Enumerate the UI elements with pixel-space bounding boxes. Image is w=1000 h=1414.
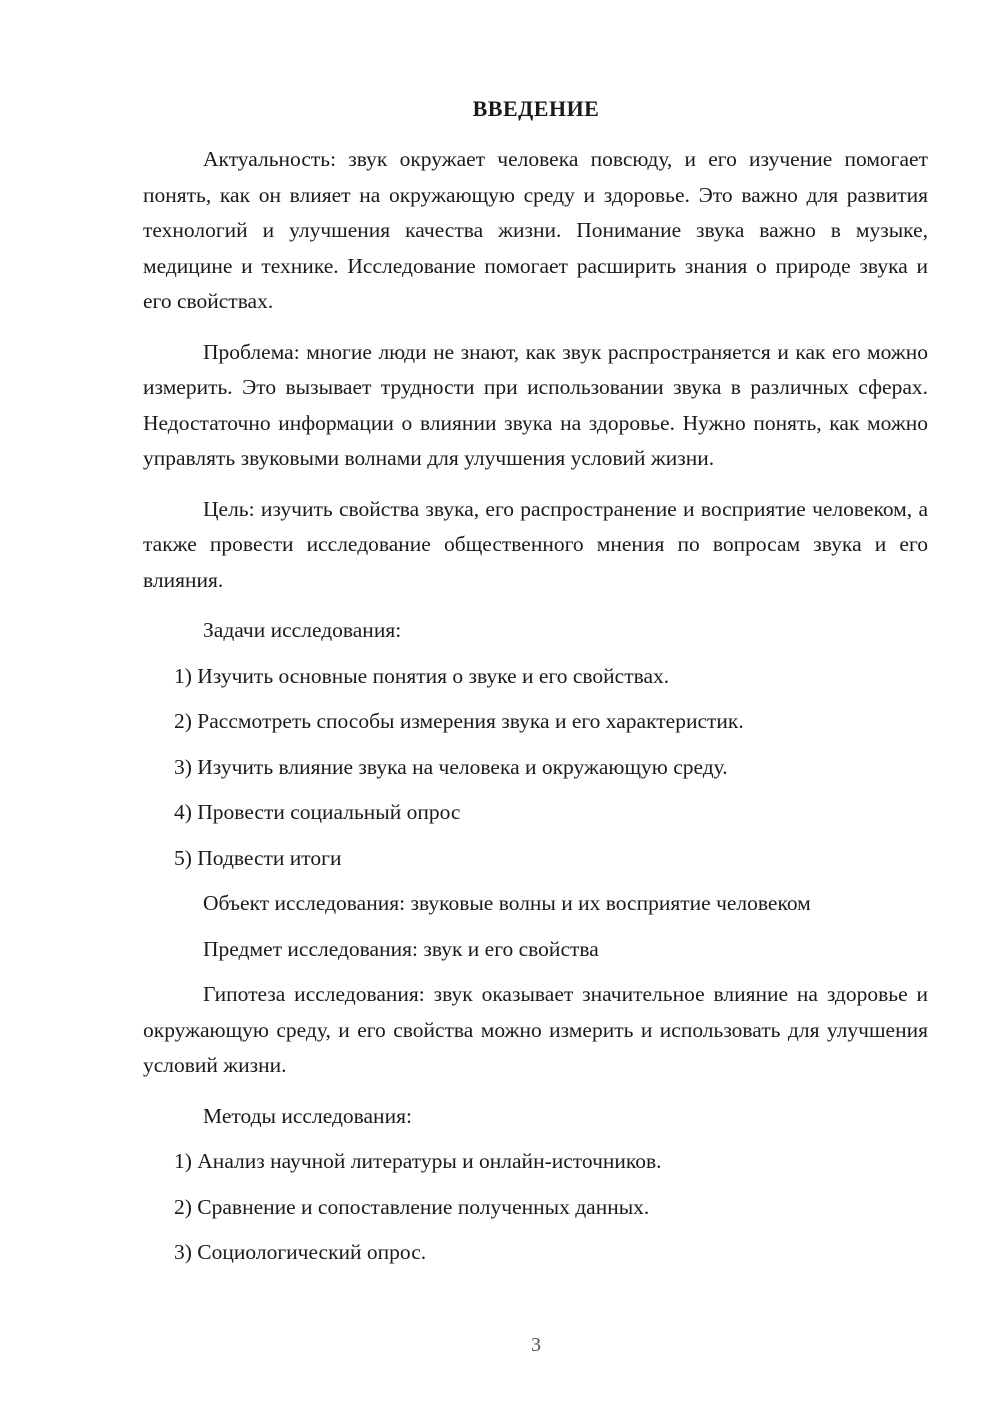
section-heading: ВВЕДЕНИЕ bbox=[472, 96, 600, 121]
document-body bbox=[143, 142, 928, 1281]
tasks-list-item: 5) Подвести итоги bbox=[174, 845, 342, 870]
methods-list-item: 3) Социологический опрос. bbox=[174, 1240, 427, 1264]
subject-paragraph: Предмет исследования: звук и его свойства bbox=[203, 936, 599, 961]
methods-list-item: 1) Анализ научной литературы и онлайн-источников. bbox=[174, 1149, 662, 1173]
tasks-list-item: 1) Изучить основные понятия о звуке и его свойствах. bbox=[174, 663, 670, 688]
tasks-list-item: 2) Рассмотреть способы измерения звука и его характеристик. bbox=[174, 709, 744, 733]
tasks-list-item: 3) Изучить влияние звука на человека и окружающую среду. bbox=[174, 754, 728, 779]
page-number: 3 bbox=[531, 1334, 541, 1356]
methods-label: Методы исследования: bbox=[203, 1103, 412, 1128]
relevance-paragraph: Актуальность: звук окружает человека повсюду, и его изучение помогает понять, как он влияет на окружающую среду и здоровье. Это важно для развития технологий и улучшения качества жизни. Понимание звука важно в музыке, медицине и технике. Исследование помогает расширить знания о природе звука и его свойствах. bbox=[143, 147, 928, 313]
tasks-label: Задачи исследования: bbox=[203, 618, 402, 642]
methods-list-item: 2) Сравнение и сопоставление полученных данных. bbox=[174, 1194, 650, 1219]
hypothesis-paragraph: Гипотеза исследования: звук оказывает значительное влияние на здоровье и окружающую среду, и его свойства можно измерить и использовать для улучшения условий жизни. bbox=[143, 982, 928, 1077]
tasks-list-item: 4) Провести социальный опрос bbox=[174, 800, 461, 824]
object-paragraph: Объект исследования: звуковые волны и их восприятие человеком bbox=[203, 891, 811, 915]
goal-paragraph: Цель: изучить свойства звука, его распространение и восприятие человеком, а также провести исследование общественного мнения по вопросам звука и его влияния. bbox=[143, 496, 928, 592]
problem-paragraph: Проблема: многие люди не знают, как звук распространяется и как его можно измерить. Это вызывает трудности при использовании звука в различных сферах. Недостаточно информации о влиянии звука на здоровье. Нужно понять, как можно управлять звуковыми волнами для улучшения условий жизни. bbox=[143, 339, 928, 470]
